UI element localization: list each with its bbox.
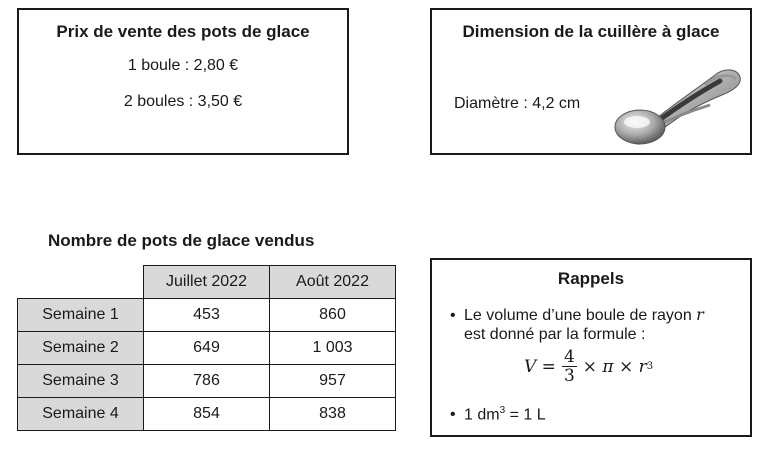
table-cell: 649	[144, 332, 270, 365]
table-row	[18, 299, 396, 332]
fraction-numerator: 4	[563, 347, 575, 367]
bullet-icon: •	[450, 406, 456, 424]
diametre-text: Diamètre : 4,2 cm	[454, 95, 581, 112]
rappel-volume-var: r	[696, 305, 704, 324]
table-cell: 854	[144, 398, 270, 431]
rappel-volume-text: Le volume d’une boule de rayon	[464, 307, 692, 324]
table-header-row	[18, 266, 396, 299]
formula-exponent: 3	[646, 361, 654, 372]
row-header: Semaine 4	[18, 398, 144, 431]
prix-box	[17, 8, 349, 155]
row-header: Semaine 3	[18, 365, 144, 398]
table-cell: 1 003	[270, 332, 396, 365]
conversion-tail: = 1 L	[505, 406, 546, 424]
table-title: Nombre de pots de glace vendus	[48, 231, 315, 250]
row-header: Semaine 1	[18, 299, 144, 332]
volume-formula	[524, 348, 653, 385]
conversion-text: 1 dm	[464, 406, 500, 424]
table-cell: 860	[270, 299, 396, 332]
bullet-icon: •	[450, 307, 456, 324]
rappels-box	[430, 258, 752, 437]
dimension-box	[430, 8, 752, 155]
conversion-exponent: 3	[499, 405, 506, 416]
table-cell: 957	[270, 365, 396, 398]
rappel-conversion	[450, 405, 546, 424]
row-header: Semaine 2	[18, 332, 144, 365]
rappel-volume-text-cont: est donné par la formule :	[464, 326, 646, 343]
table-cell: 453	[144, 299, 270, 332]
rappel-volume	[450, 305, 704, 343]
dimension-title: Dimension de la cuillère à glace	[462, 22, 720, 41]
table-corner	[18, 266, 144, 299]
fraction-denominator: 3	[563, 366, 575, 386]
table-row	[18, 332, 396, 365]
table-row	[18, 365, 396, 398]
table-cell: 838	[270, 398, 396, 431]
sales-table	[17, 265, 396, 431]
table-cell: 786	[144, 365, 270, 398]
formula-lhs: V =	[524, 356, 556, 377]
prix-title: Prix de vente des pots de glace	[56, 22, 310, 41]
rappels-title: Rappels	[557, 269, 625, 288]
col-header-juillet: Juillet 2022	[144, 266, 270, 299]
prix-deux-boules: 2 boules : 3,50 €	[123, 93, 243, 110]
formula-fraction	[562, 348, 577, 385]
table-row	[18, 398, 396, 431]
ice-cream-scoop-icon	[610, 55, 745, 147]
col-header-aout: Août 2022	[270, 266, 396, 299]
formula-rest: × π × r	[582, 356, 647, 377]
prix-une-boule: 1 boule : 2,80 €	[127, 57, 239, 74]
